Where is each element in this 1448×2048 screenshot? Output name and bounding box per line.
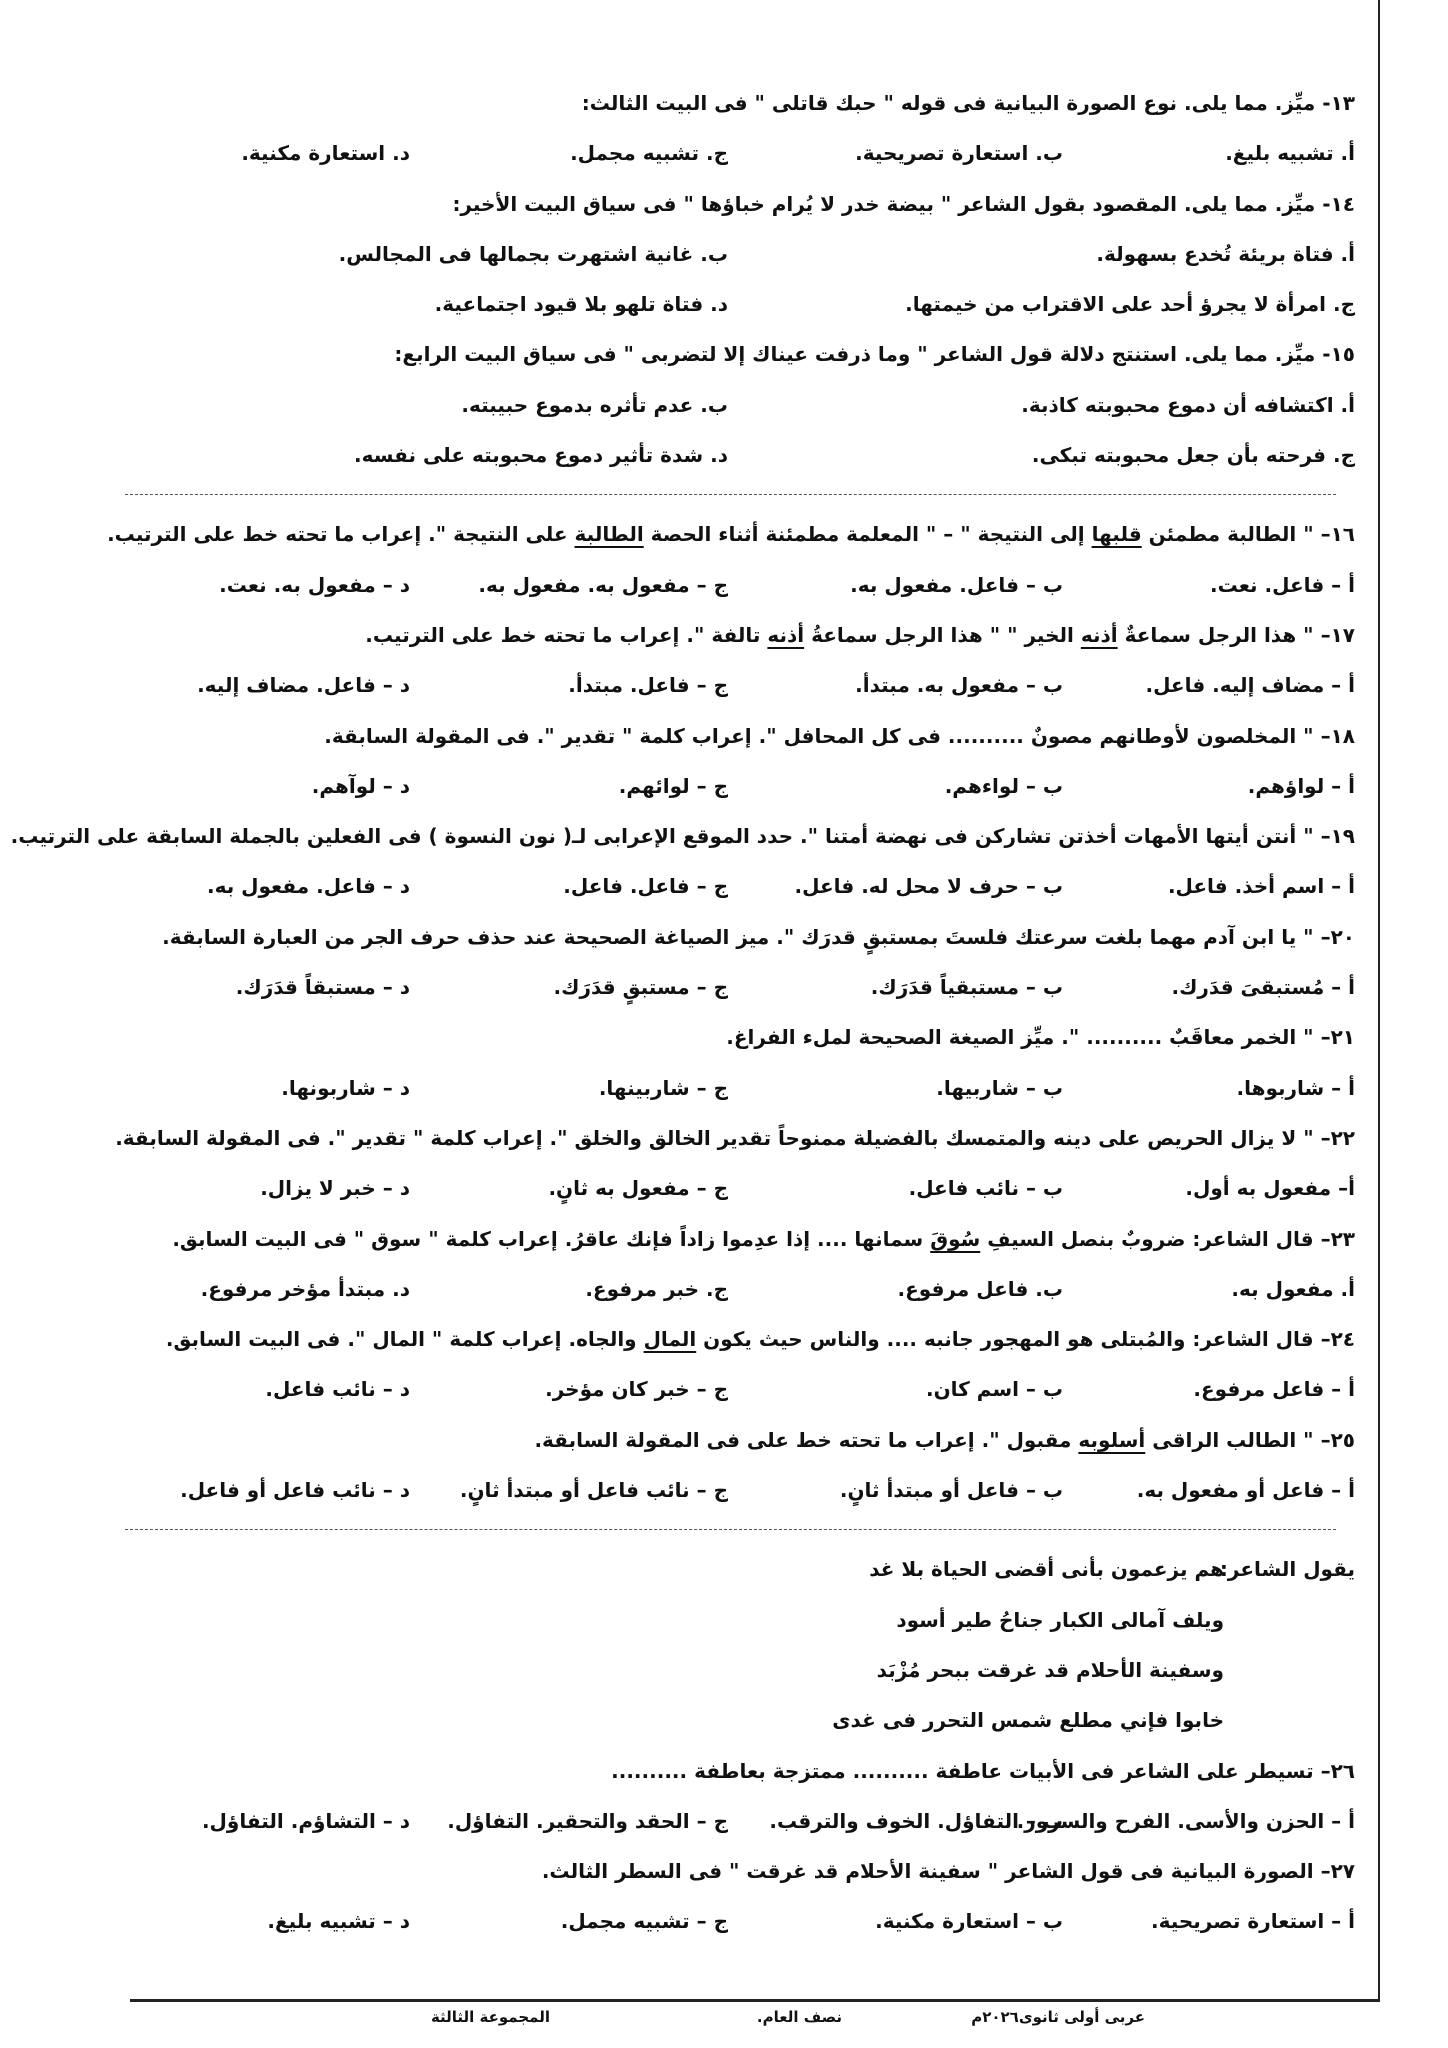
answer-option[interactable]: ج – شاربينها. [598,1075,728,1100]
question-text-part: ٢٣– قال الشاعر: ضروبٌ بنصل السيفِ [980,1226,1355,1251]
answer-option[interactable]: ج – فاعل. فاعل. [563,874,728,899]
question-text-part: ١٧– " هذا الرجل سماعةٌ [1117,622,1355,647]
question-text-row [0,912,1355,962]
question-text-part: ١٣- ميِّز. مما يلى. نوع الصورة البيانية فى قوله " حبك قاتلى " فى البيت الثالث: [581,91,1355,115]
footer-subject: عربى أولى ثانوى٢٠٢٦م [971,2008,1145,2026]
answer-option[interactable]: د – فاعل. مفعول به. [206,874,410,899]
question-text-part: ١٦– " الطالبة مطمئن [1141,522,1355,547]
answer-option[interactable]: ج – مفعول به ثانٍ. [548,1176,728,1201]
footer-term: نصف العام. [756,2008,842,2026]
answer-option[interactable]: د – نائب فاعل. [265,1377,410,1402]
answer-option[interactable]: ب. استعارة تصريحية. [855,141,1063,166]
question-text-row [0,1746,1355,1796]
question-text [726,1012,1355,1062]
options-row [0,761,1355,811]
question-text-part: ١٩– " أنتن أيتها الأمهات أخذتن تشاركن فى نهضة أمتنا ". حدد الموقع الإعرابى لـ( نون النسوة ) فى الفعلين بالجملة السابقة على الترتيب. [10,824,1355,849]
options-row [0,1896,1355,1946]
options-row [0,1063,1355,1113]
answer-option[interactable]: د – تشبيه بليغ. [267,1909,410,1934]
answer-option[interactable]: ب – مستبقياً قدَرَك. [870,975,1063,1000]
options-row [0,128,1355,178]
options-row [0,279,1355,329]
poem-row [0,1645,1355,1695]
question-text [365,610,1355,660]
question-text-part: سمانها .... إذا عدِموا زاداً فإنك عاقرُ. إعراب كلمة " سوق " فى البيت السابق. [172,1226,931,1251]
answer-option[interactable]: ج – مفعول به. مفعول به. [478,572,728,597]
question-text-row [0,78,1355,128]
underlined-word: الطالبة [574,522,644,547]
answer-option[interactable]: ج. فرحته بأن جعل محبوبته تبكى. [1031,443,1355,468]
answer-option[interactable]: ج. امرأة لا يجرؤ أحد على الاقتراب من خيمتها. [905,292,1355,317]
question-text-row [0,610,1355,660]
answer-option[interactable]: ب – مفعول به. مبتدأ. [855,673,1063,698]
answer-option[interactable]: أ – فاعل. نعت. [1209,572,1355,597]
answer-option[interactable]: ج – لوائهم. [618,773,728,798]
page-footer [0,2008,1448,2038]
answer-option[interactable]: ب – استعارة مكنية. [875,1909,1063,1934]
question-text-row [0,811,1355,861]
options-row [0,1796,1355,1846]
answer-option[interactable]: أ – استعارة تصريحية. [1150,1909,1355,1934]
answer-option[interactable]: د – نائب فاعل أو فاعل. [180,1478,410,1503]
answer-option[interactable]: ج – مستبقٍ قدَرَك. [553,975,728,1000]
question-text-row [0,179,1355,229]
question-text [534,1415,1355,1465]
answer-option[interactable]: ب – التفاؤل. الخوف والترقب. [769,1808,1063,1833]
question-text-part: الخير " " هذا الرجل سماعةُ [804,622,1081,647]
answer-option[interactable]: ج – فاعل. مبتدأ. [568,673,728,698]
section-divider [0,480,1355,509]
answer-option[interactable]: ب. فاعل مرفوع. [897,1276,1063,1301]
poem-row [0,1544,1355,1594]
answer-option[interactable]: أ – لواؤهم. [1247,773,1355,798]
answer-option[interactable]: د. مبتدأ مؤخر مرفوع. [200,1276,410,1301]
answer-option[interactable]: أ. اكتشافه أن دموع محبوبته كاذبة. [1021,392,1355,417]
answer-option[interactable]: د. فتاة تلهو بلا قيود اجتماعية. [434,292,728,317]
options-row [0,560,1355,610]
answer-option[interactable]: ب – نائب فاعل. [908,1176,1063,1201]
question-text-part: تالفة ". إعراب ما تحته خط على الترتيب. [365,622,768,647]
answer-option[interactable]: د – خبر لا يزال. [260,1176,410,1201]
answer-option[interactable]: ب – اسم كان. [925,1377,1063,1402]
question-text-row [0,1012,1355,1062]
question-text-part: ٢٢– " لا يزال الحريص على دينه والمتمسك بالفضيلة ممنوحاً تقدير الخالق والخلق ". إعراب كلمة " تقدير ". فى المقولة السابقة. [115,1125,1355,1150]
question-text [11,811,1355,861]
question-text-part: ٢٤– قال الشاعر: والمُبتلى هو المهجور جانبه .... والناس حيث يكون [696,1327,1355,1352]
answer-option[interactable]: ج. خبر مرفوع. [585,1276,728,1301]
answer-option[interactable]: د – مستبقاً قدَرَك. [235,975,410,1000]
answer-option[interactable]: أ – اسم أخذ. فاعل. [1167,874,1355,899]
answer-option[interactable]: ج – الحقد والتحقير. التفاؤل. [447,1808,728,1833]
answer-option[interactable]: أ – مُستبقىَ قدَرك. [1171,975,1355,1000]
underlined-word: المال [643,1327,697,1352]
answer-option[interactable]: د. استعارة مكنية. [241,141,410,166]
footer-group: المجموعة الثالثة [430,2008,550,2026]
question-text-part: ٢٧– الصورة البيانية فى قول الشاعر " سفينة الأحلام قد غرقت " فى السطر الثالث. [541,1859,1355,1884]
answer-option[interactable]: أ – فاعل مرفوع. [1193,1377,1355,1402]
answer-option[interactable]: د – فاعل. مضاف إليه. [197,673,410,698]
question-text-row [0,329,1355,379]
page-bottom-border [130,1999,1380,2002]
poem-line: هم يزعمون بأنى أقضى الحياة بلا غد [869,1557,1224,1582]
question-text-part: ١٤- ميِّز. مما يلى. المقصود بقول الشاعر " بيضة خدر لا يُرام خباؤها " فى سياق البيت الأخير: [452,191,1355,216]
question-text-part: ٢٦– تسيطر على الشاعر فى الأبيات عاطفة .......... ممتزجة بعاطفة .......... [611,1758,1355,1783]
poem-line: خابوا فإني مطلع شمس التحرر فى غدى [832,1708,1224,1733]
question-text-row [0,1415,1355,1465]
answer-option[interactable]: ب – حرف لا محل له. فاعل. [794,874,1063,899]
answer-option[interactable]: أ. تشبيه بليغ. [1225,141,1355,166]
answer-option[interactable]: أ – الحزن والأسى. الفرح والسرور. [1016,1808,1355,1833]
question-text-part: ٢١– " الخمر معاقَبٌ .......... ". ميِّز الصيغة الصحيحة لملء الفراغ. [726,1025,1355,1050]
question-text-part: والجاه. إعراب كلمة " المال ". فى البيت السابق. [165,1327,644,1352]
question-text [166,1314,1355,1364]
poem-label: يقول الشاعر: [1219,1557,1355,1582]
answer-option[interactable]: ج – نائب فاعل أو مبتدأ ثانٍ. [459,1478,728,1503]
question-text [542,1846,1355,1896]
answer-option[interactable]: ب – شاربيها. [936,1075,1063,1100]
exam-content [0,78,1355,1947]
answer-option[interactable]: أ – شاربوها. [1236,1075,1355,1100]
options-row [0,430,1355,480]
options-row [0,660,1355,710]
section-divider [0,1515,1355,1544]
question-text-part: ١٨– " المخلصون لأوطانهم مصونٌ .......... فى كل المحافل ". إعراب كلمة " تقدير ". فى المقولة السابقة. [324,723,1355,748]
options-row [0,1264,1355,1314]
options-row [0,1163,1355,1213]
question-text-row [0,1214,1355,1264]
answer-option[interactable]: د – لوآهم. [311,773,410,798]
answer-option[interactable]: أ – مضاف إليه. فاعل. [1145,673,1355,698]
answer-option[interactable]: أ– مفعول به أول. [1185,1176,1355,1201]
answer-option[interactable]: ب – لواءهم. [944,773,1063,798]
question-text-row [0,711,1355,761]
question-text-row [0,1314,1355,1364]
answer-option[interactable]: أ. مفعول به. [1231,1276,1355,1301]
question-text [324,711,1355,761]
underlined-word: أذنه [767,622,805,647]
answer-option[interactable]: د – شاربونها. [281,1075,410,1100]
question-text-row [0,1846,1355,1896]
question-text [115,1113,1355,1163]
answer-option[interactable]: ج – تشبيه مجمل. [560,1909,728,1934]
question-text [611,1746,1355,1796]
question-text-part: على النتيجة ". إعراب ما تحته خط على الترتيب. [107,522,575,547]
poem-row [0,1695,1355,1745]
question-text-part: ١٥- ميِّز. مما يلى. استنتج دلالة قول الشاعر " وما ذرفت عيناك إلا لتضربى " فى سياق البيت الرابع: [394,342,1355,367]
underlined-word: سُوقَ [930,1226,981,1251]
options-row [0,861,1355,911]
question-text-part: إلى النتيجة " – " المعلمة مطمئنة أثناء الحصة [643,522,1092,547]
answer-option[interactable]: أ – فاعل أو مفعول به. [1136,1478,1355,1503]
question-text-row [0,1113,1355,1163]
underlined-word: قلبها [1091,522,1142,547]
poem-line: ويلف آمالى الكبار جناحُ طير أسود [896,1607,1224,1632]
answer-option[interactable]: ب – فاعل أو مبتدأ ثانٍ. [839,1478,1063,1503]
answer-option[interactable]: د – مفعول به. نعت. [219,572,410,597]
answer-option[interactable]: د – التشاؤم. التفاؤل. [201,1808,410,1833]
question-text [582,78,1355,128]
question-text [172,1214,1355,1264]
answer-option[interactable]: ب. غانية اشتهرت بجمالها فى المجالس. [338,241,728,266]
underlined-word: أذنه [1080,622,1118,647]
question-text-row [0,509,1355,559]
question-text [394,329,1355,379]
options-row [0,1465,1355,1515]
answer-option[interactable]: ب – فاعل. مفعول به. [850,572,1063,597]
poem-row [0,1595,1355,1645]
answer-option[interactable]: ج. تشبيه مجمل. [570,141,728,166]
answer-option[interactable]: د. شدة تأثير دموع محبوبته على نفسه. [354,443,728,468]
options-row [0,229,1355,279]
options-row [0,962,1355,1012]
answer-option[interactable]: ب. عدم تأثره بدموع حبيبته. [461,392,728,417]
poem-line: وسفينة الأحلام قد غرقت ببحر مُزْبَد [876,1657,1224,1682]
question-text-part: مقبول ". إعراب ما تحته خط على فى المقولة السابقة. [534,1427,1079,1452]
question-text [162,912,1355,962]
underlined-word: أسلوبه [1078,1427,1146,1452]
question-text [452,179,1355,229]
answer-option[interactable]: أ. فتاة بريئة تُخدع بسهولة. [1096,241,1355,266]
options-row [0,1364,1355,1414]
question-text [107,509,1355,559]
answer-option[interactable]: ج – خبر كان مؤخر. [545,1377,728,1402]
question-text-part: ٢٥– " الطالب الراقى [1145,1427,1355,1452]
question-text-part: ٢٠– " يا ابن آدم مهما بلغت سرعتك فلستَ بمستبقٍ قدرَك ". ميز الصياغة الصحيحة عند حذف حرف الجر من العبارة السابقة. [162,924,1355,949]
options-row [0,380,1355,430]
